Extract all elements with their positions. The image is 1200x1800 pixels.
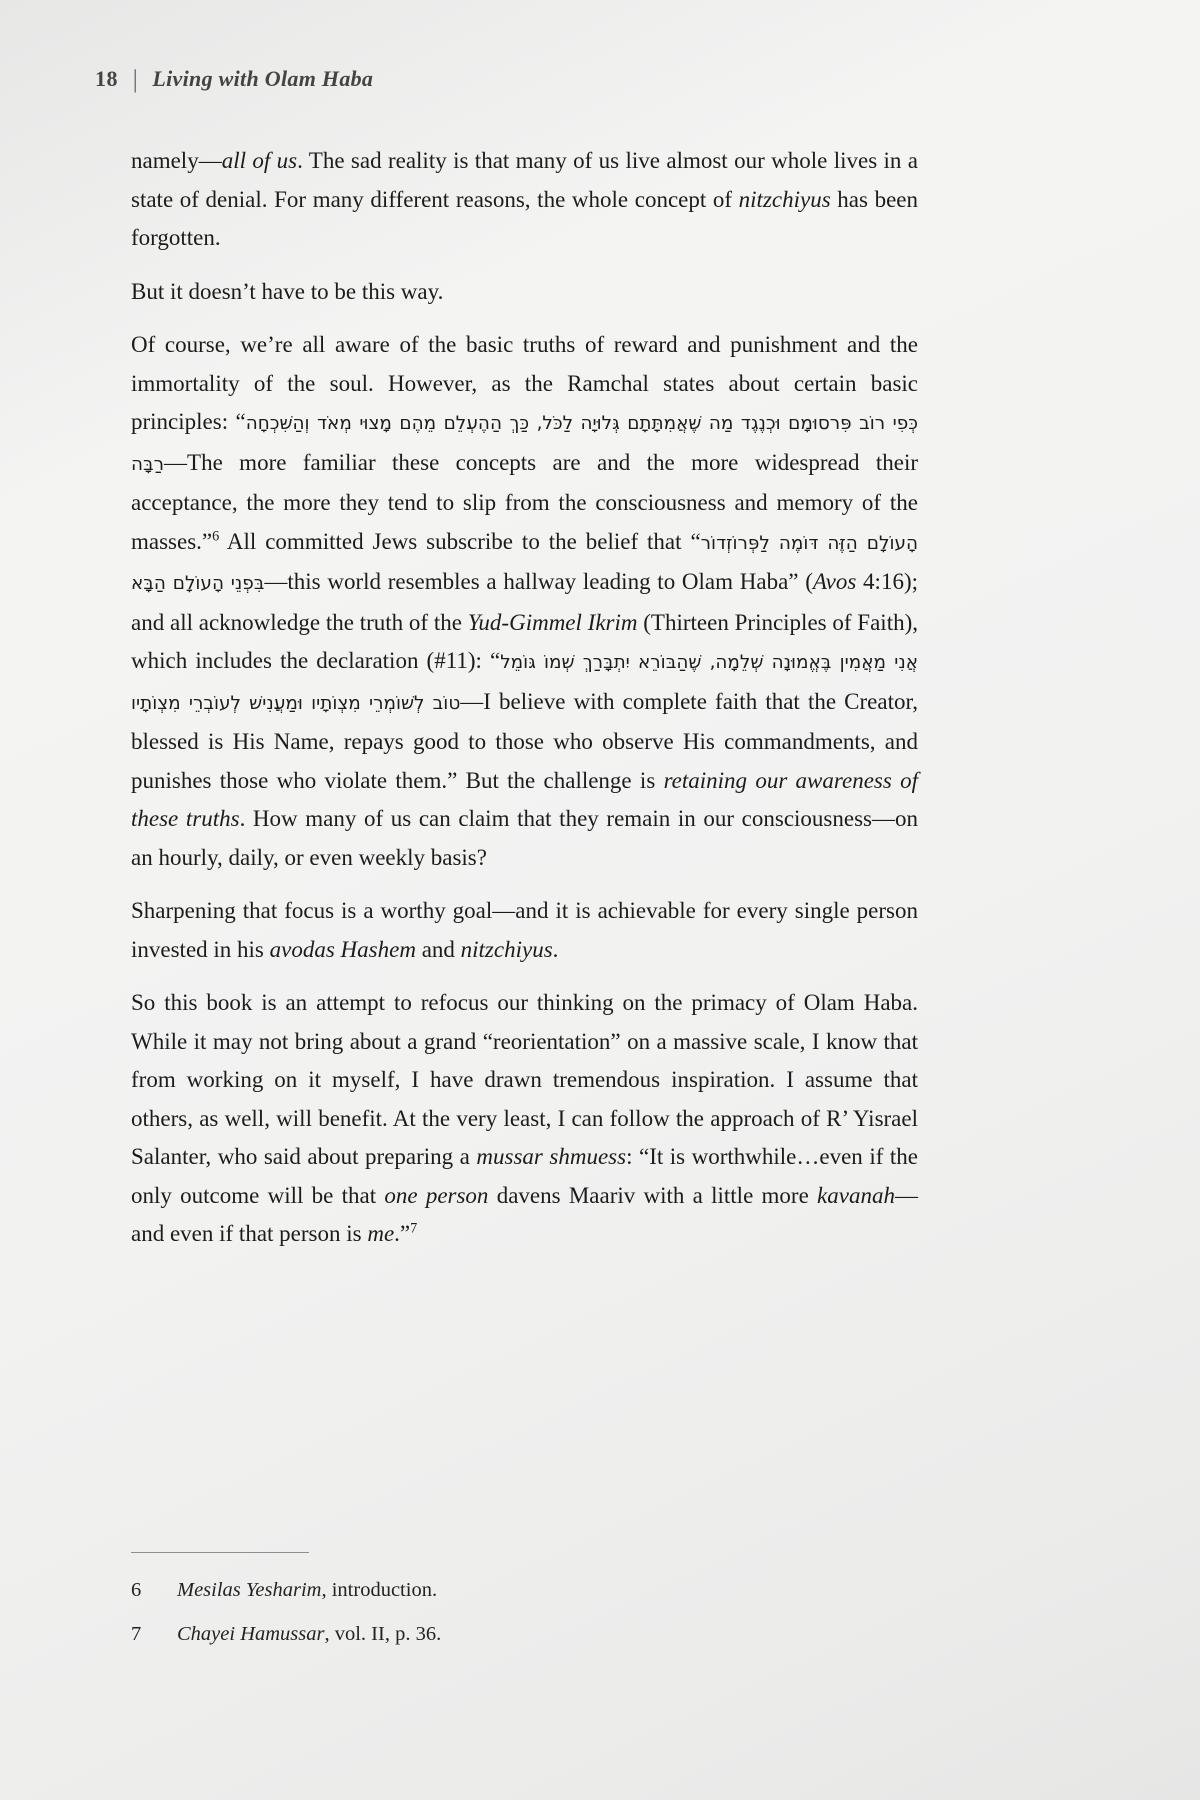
- footnote-divider: [131, 1552, 309, 1553]
- italic-text-run: nitzchiyus: [460, 936, 553, 962]
- running-header: [95, 66, 373, 92]
- italic-text-run: me: [367, 1221, 395, 1246]
- text-run: But it doesn’t have to be this way.: [131, 278, 444, 304]
- hebrew-text-run: כְּפִי רוֹב פִּרסוּמָם וּכְנֶגֶד מַה שֶּׁאֲמִתָּתָם גְּלוּיָה לַכֹּל, כַּךְ הַהֶעְלֵם מֵהֶם מָצוּי מְאֹד וְהַשִּׁכְחָה רַבָּה: [131, 413, 918, 475]
- footnote-reference: 6: [212, 527, 220, 544]
- italic-text-run: avodas Hashem: [269, 936, 416, 962]
- text-run: and: [415, 936, 461, 962]
- hebrew-text-run: אֲנִי מַאֲמִין בֶּאֱמוּנָה שְׁלֵמָה, שֶׁהַבּוֹרֵא יִתְבָּרַךְ שְׁמוֹ גּוֹמֵל טוֹב לְשׁוֹמְרֵי מִצְוֹתָיו וּמַעֲנִישׁ לְעוֹבְרֵי מִצְוֹתָיו: [131, 652, 918, 714]
- text-run: namely—: [131, 148, 222, 173]
- hebrew-text-run: הָעוֹלָם הַזֶּה דּוֹמֶה לַפְּרוֹזְדוֹר בִּפְנֵי הָעוֹלָם הַבָּא: [131, 532, 918, 594]
- body-text: [131, 142, 918, 1269]
- book-title: Living with Olam Haba: [152, 66, 374, 91]
- text-run: .”: [394, 1221, 411, 1246]
- italic-text-run: retaining our awareness of these truths: [131, 767, 918, 831]
- text-run: : “It is worthwhile…even if the only outcome will be that: [131, 1144, 919, 1208]
- italic-text-run: all of us: [221, 148, 298, 173]
- footnote-number: 6: [131, 1579, 142, 1601]
- italic-text-run: nitzchiyus: [738, 186, 831, 212]
- text-run: , vol. II, p. 36.: [324, 1623, 442, 1645]
- italic-text-run: Yud-Gimmel Ikrim: [467, 609, 638, 635]
- text-run: .: [552, 936, 559, 962]
- italic-text-run: Chayei Hamussar: [177, 1623, 325, 1645]
- paragraph: [131, 142, 918, 258]
- text-run: (Thirteen Principles of Faith), which includes the declaration (#11): “: [131, 609, 918, 673]
- footnote-reference: 7: [410, 1220, 418, 1237]
- text-run: —The more familiar these concepts are and the more widespread their acceptance, the more they tend to slip from the consciousness and memory of the masses.”: [131, 449, 918, 554]
- page-number: 18: [95, 66, 118, 91]
- paragraph: [131, 892, 918, 969]
- text-run: All committed Jews subscribe to the belief that “: [219, 528, 701, 554]
- italic-text-run: Mesilas Yesharim: [177, 1579, 322, 1601]
- text-run: —this world resembles a hallway leading to Olam Haba” (: [264, 569, 813, 594]
- text-run: davens Maariv with a little more: [488, 1182, 818, 1208]
- italic-text-run: kavanah: [817, 1182, 895, 1208]
- text-run: . The sad reality is that many of us live almost our whole lives in a state of denial. For many different reasons, the whole concept of: [131, 148, 918, 212]
- footnote-text: [177, 1575, 918, 1605]
- text-run: —I believe with complete faith that the Creator, blessed is His Name, repays good to those who observe His commandments, and punishes those who violate them.” But the challenge is: [131, 688, 918, 793]
- text-run: Sharpening that focus is a worthy goal—and it is achievable for every single person invested in his: [131, 898, 918, 962]
- text-run: 4:16); and all acknowledge the truth of the: [131, 569, 918, 635]
- footnote: [131, 1575, 918, 1605]
- text-run: Of course, we’re all aware of the basic truths of reward and punishment and the immortality of the soul. However, as the Ramchal states about certain basic principles: “: [131, 332, 918, 434]
- footnotes-section: [131, 1552, 918, 1663]
- text-run: , introduction.: [321, 1579, 438, 1601]
- paragraph: [131, 273, 918, 312]
- italic-text-run: one person: [384, 1182, 489, 1208]
- text-run: —and even if that person is: [131, 1182, 918, 1246]
- footnote-text: [177, 1619, 918, 1649]
- text-run: has been forgotten.: [131, 186, 919, 250]
- footnote: [131, 1619, 918, 1649]
- text-run: So this book is an attempt to refocus our thinking on the primacy of Olam Haba. While it may not bring about a grand “reorientation” on a massive scale, I know that from working on it myself, I have drawn tremendous inspiration. I assume that others, as well, will benefit. At the very least, I can follow the approach of R’ Yisrael Salanter, who said about preparing a: [131, 990, 918, 1169]
- footnote-list: [131, 1575, 918, 1649]
- text-run: . How many of us can claim that they remain in our consciousness—on an hourly, daily, or even weekly basis?: [131, 806, 918, 870]
- paragraph: [131, 984, 918, 1254]
- header-divider: |: [133, 64, 138, 93]
- paragraph: [131, 326, 918, 877]
- italic-text-run: Avos: [812, 569, 857, 594]
- footnote-number: 7: [131, 1623, 142, 1645]
- italic-text-run: mussar shmuess: [476, 1144, 627, 1169]
